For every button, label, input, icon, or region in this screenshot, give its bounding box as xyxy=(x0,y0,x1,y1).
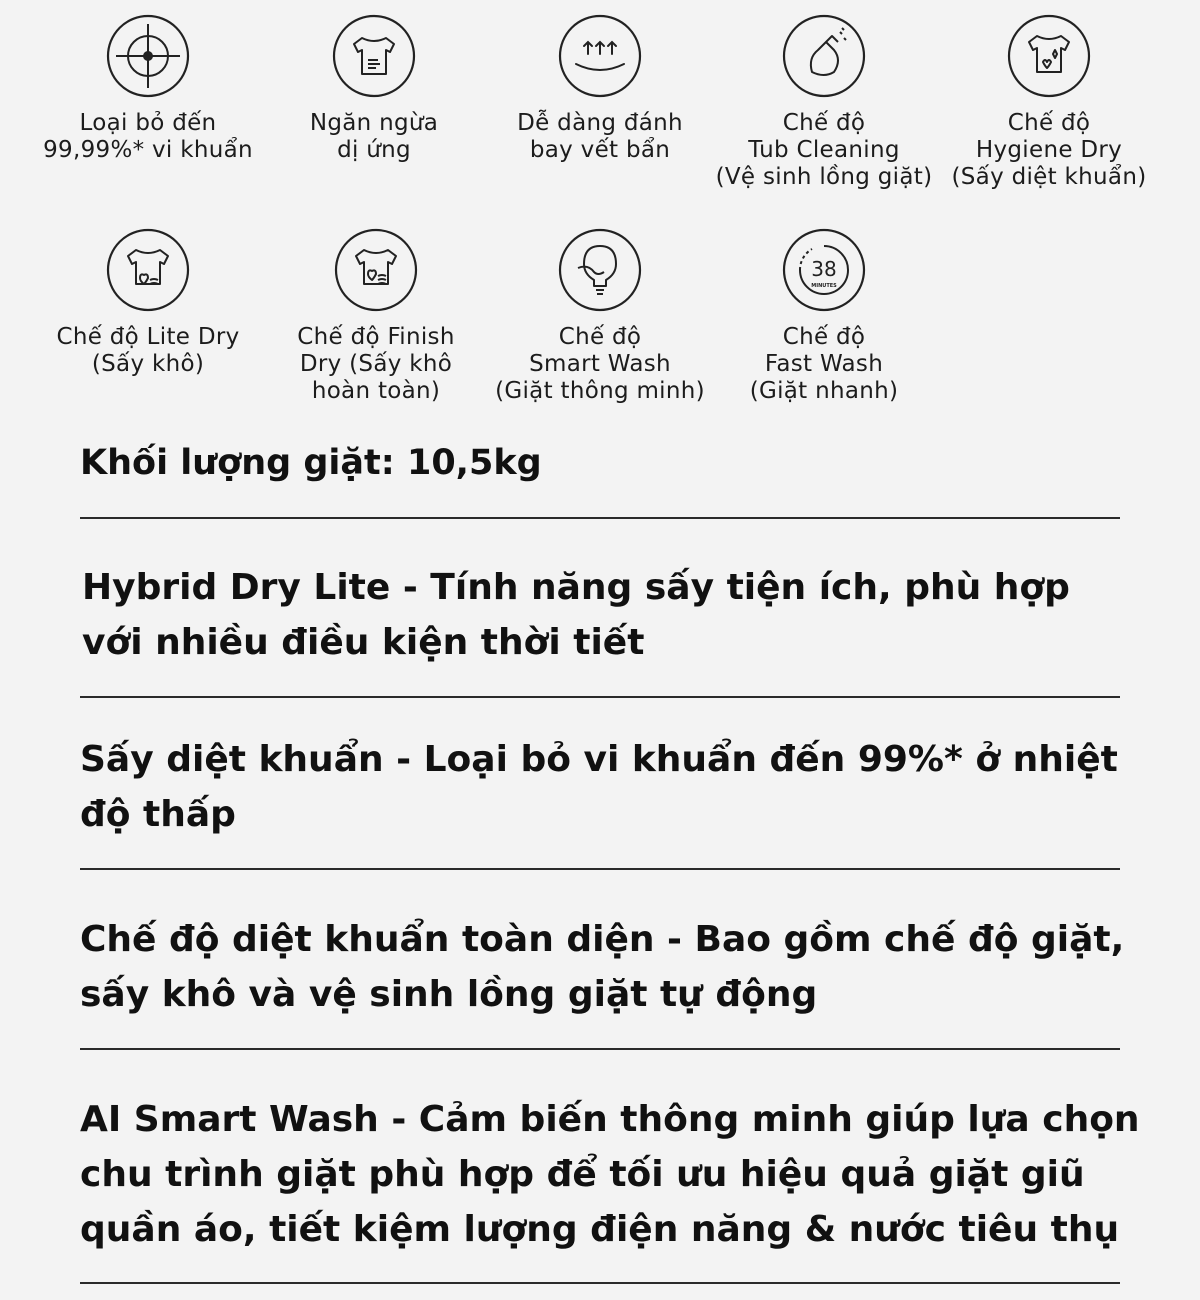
stain-lift-icon xyxy=(558,14,642,98)
feature-hygiene-dry xyxy=(934,14,1164,191)
shirt-hand-icon xyxy=(332,14,416,98)
feature-label-line: Dry (Sấy khô xyxy=(299,351,453,377)
feature-label-line: (Giặt nhanh) xyxy=(749,378,899,404)
washing-capacity: Khối lượng giặt: 10,5kg xyxy=(80,443,542,483)
timer-unit: MINUTES xyxy=(811,283,837,289)
divider xyxy=(80,696,1120,698)
timer-number: 38 xyxy=(811,257,837,281)
divider xyxy=(80,517,1120,519)
divider xyxy=(80,1048,1120,1050)
feature-label-line: Loại bỏ đến xyxy=(79,110,217,136)
feature-allergy-prevention xyxy=(259,14,489,164)
feature-label-line: Chế độ xyxy=(782,324,866,350)
feature-label-line: Fast Wash xyxy=(764,351,884,377)
feature-label-line: Chế độ xyxy=(558,324,642,350)
spec-line: độ thấp xyxy=(80,794,236,835)
spec-line: AI Smart Wash - Cảm biến thông minh giúp lựa chọn xyxy=(80,1099,1140,1140)
spec-sanitizing-dry xyxy=(80,732,1120,842)
spec-line: Chế độ diệt khuẩn toàn diện - Bao gồm chế độ giặt, xyxy=(80,919,1125,960)
spec-line: chu trình giặt phù hợp để tối ưu hiệu quả giặt giũ xyxy=(80,1154,1085,1195)
feature-label-line: bay vết bẩn xyxy=(529,137,671,163)
feature-label-line: dị ứng xyxy=(337,137,411,163)
feature-label-line: (Sấy khô) xyxy=(91,351,205,377)
feature-lite-dry xyxy=(33,228,263,378)
timer-38-icon xyxy=(782,228,866,312)
feature-label-line: Ngăn ngừa xyxy=(309,110,439,136)
feature-label-line: Chế độ Lite Dry xyxy=(56,324,240,350)
crosshair-bacteria-icon xyxy=(106,14,190,98)
feature-label-line: hoàn toàn) xyxy=(311,378,441,404)
feature-label-line: Tub Cleaning xyxy=(748,137,900,163)
spec-line: sấy khô và vệ sinh lồng giặt tự động xyxy=(80,974,818,1015)
spec-line: Sấy diệt khuẩn - Loại bỏ vi khuẩn đến 99%* ở nhiệt xyxy=(80,739,1118,780)
feature-label-line: Chế độ xyxy=(1007,110,1091,136)
spec-hybrid-dry-lite xyxy=(82,560,1122,670)
divider xyxy=(80,868,1120,870)
spec-line: với nhiều điều kiện thời tiết xyxy=(82,622,645,663)
feature-smart-wash xyxy=(485,228,715,405)
feature-label-line: Chế độ Finish xyxy=(297,324,455,350)
feature-label-line: Dễ dàng đánh xyxy=(517,110,683,136)
shirt-sparkle-icon xyxy=(1007,14,1091,98)
spec-line: Hybrid Dry Lite - Tính năng sấy tiện ích, phù hợp xyxy=(82,567,1070,608)
feature-bacteria-removal xyxy=(33,14,263,164)
feature-label-line: (Vệ sinh lồng giặt) xyxy=(715,164,933,190)
feature-label-line: Hygiene Dry xyxy=(975,137,1123,163)
bulb-smart-icon xyxy=(558,228,642,312)
spray-bottle-icon xyxy=(782,14,866,98)
feature-tub-cleaning xyxy=(709,14,939,191)
spec-ai-smart-wash xyxy=(80,1092,1140,1257)
feature-label-line: (Sấy diệt khuẩn) xyxy=(951,164,1147,190)
feature-label-line: Chế độ xyxy=(782,110,866,136)
shirt-heart-icon xyxy=(106,228,190,312)
feature-stain-removal xyxy=(485,14,715,164)
feature-label-line: Smart Wash xyxy=(529,351,671,377)
shirt-heart-waves-icon xyxy=(334,228,418,312)
feature-fast-wash xyxy=(709,228,939,405)
divider xyxy=(80,1282,1120,1284)
feature-label-line: (Giặt thông minh) xyxy=(495,378,705,404)
spec-full-sanitization xyxy=(80,912,1125,1022)
feature-finish-dry xyxy=(261,228,491,405)
spec-line: quần áo, tiết kiệm lượng điện năng & nước tiêu thụ xyxy=(80,1209,1120,1250)
feature-label-line: 99,99%* vi khuẩn xyxy=(43,137,253,163)
